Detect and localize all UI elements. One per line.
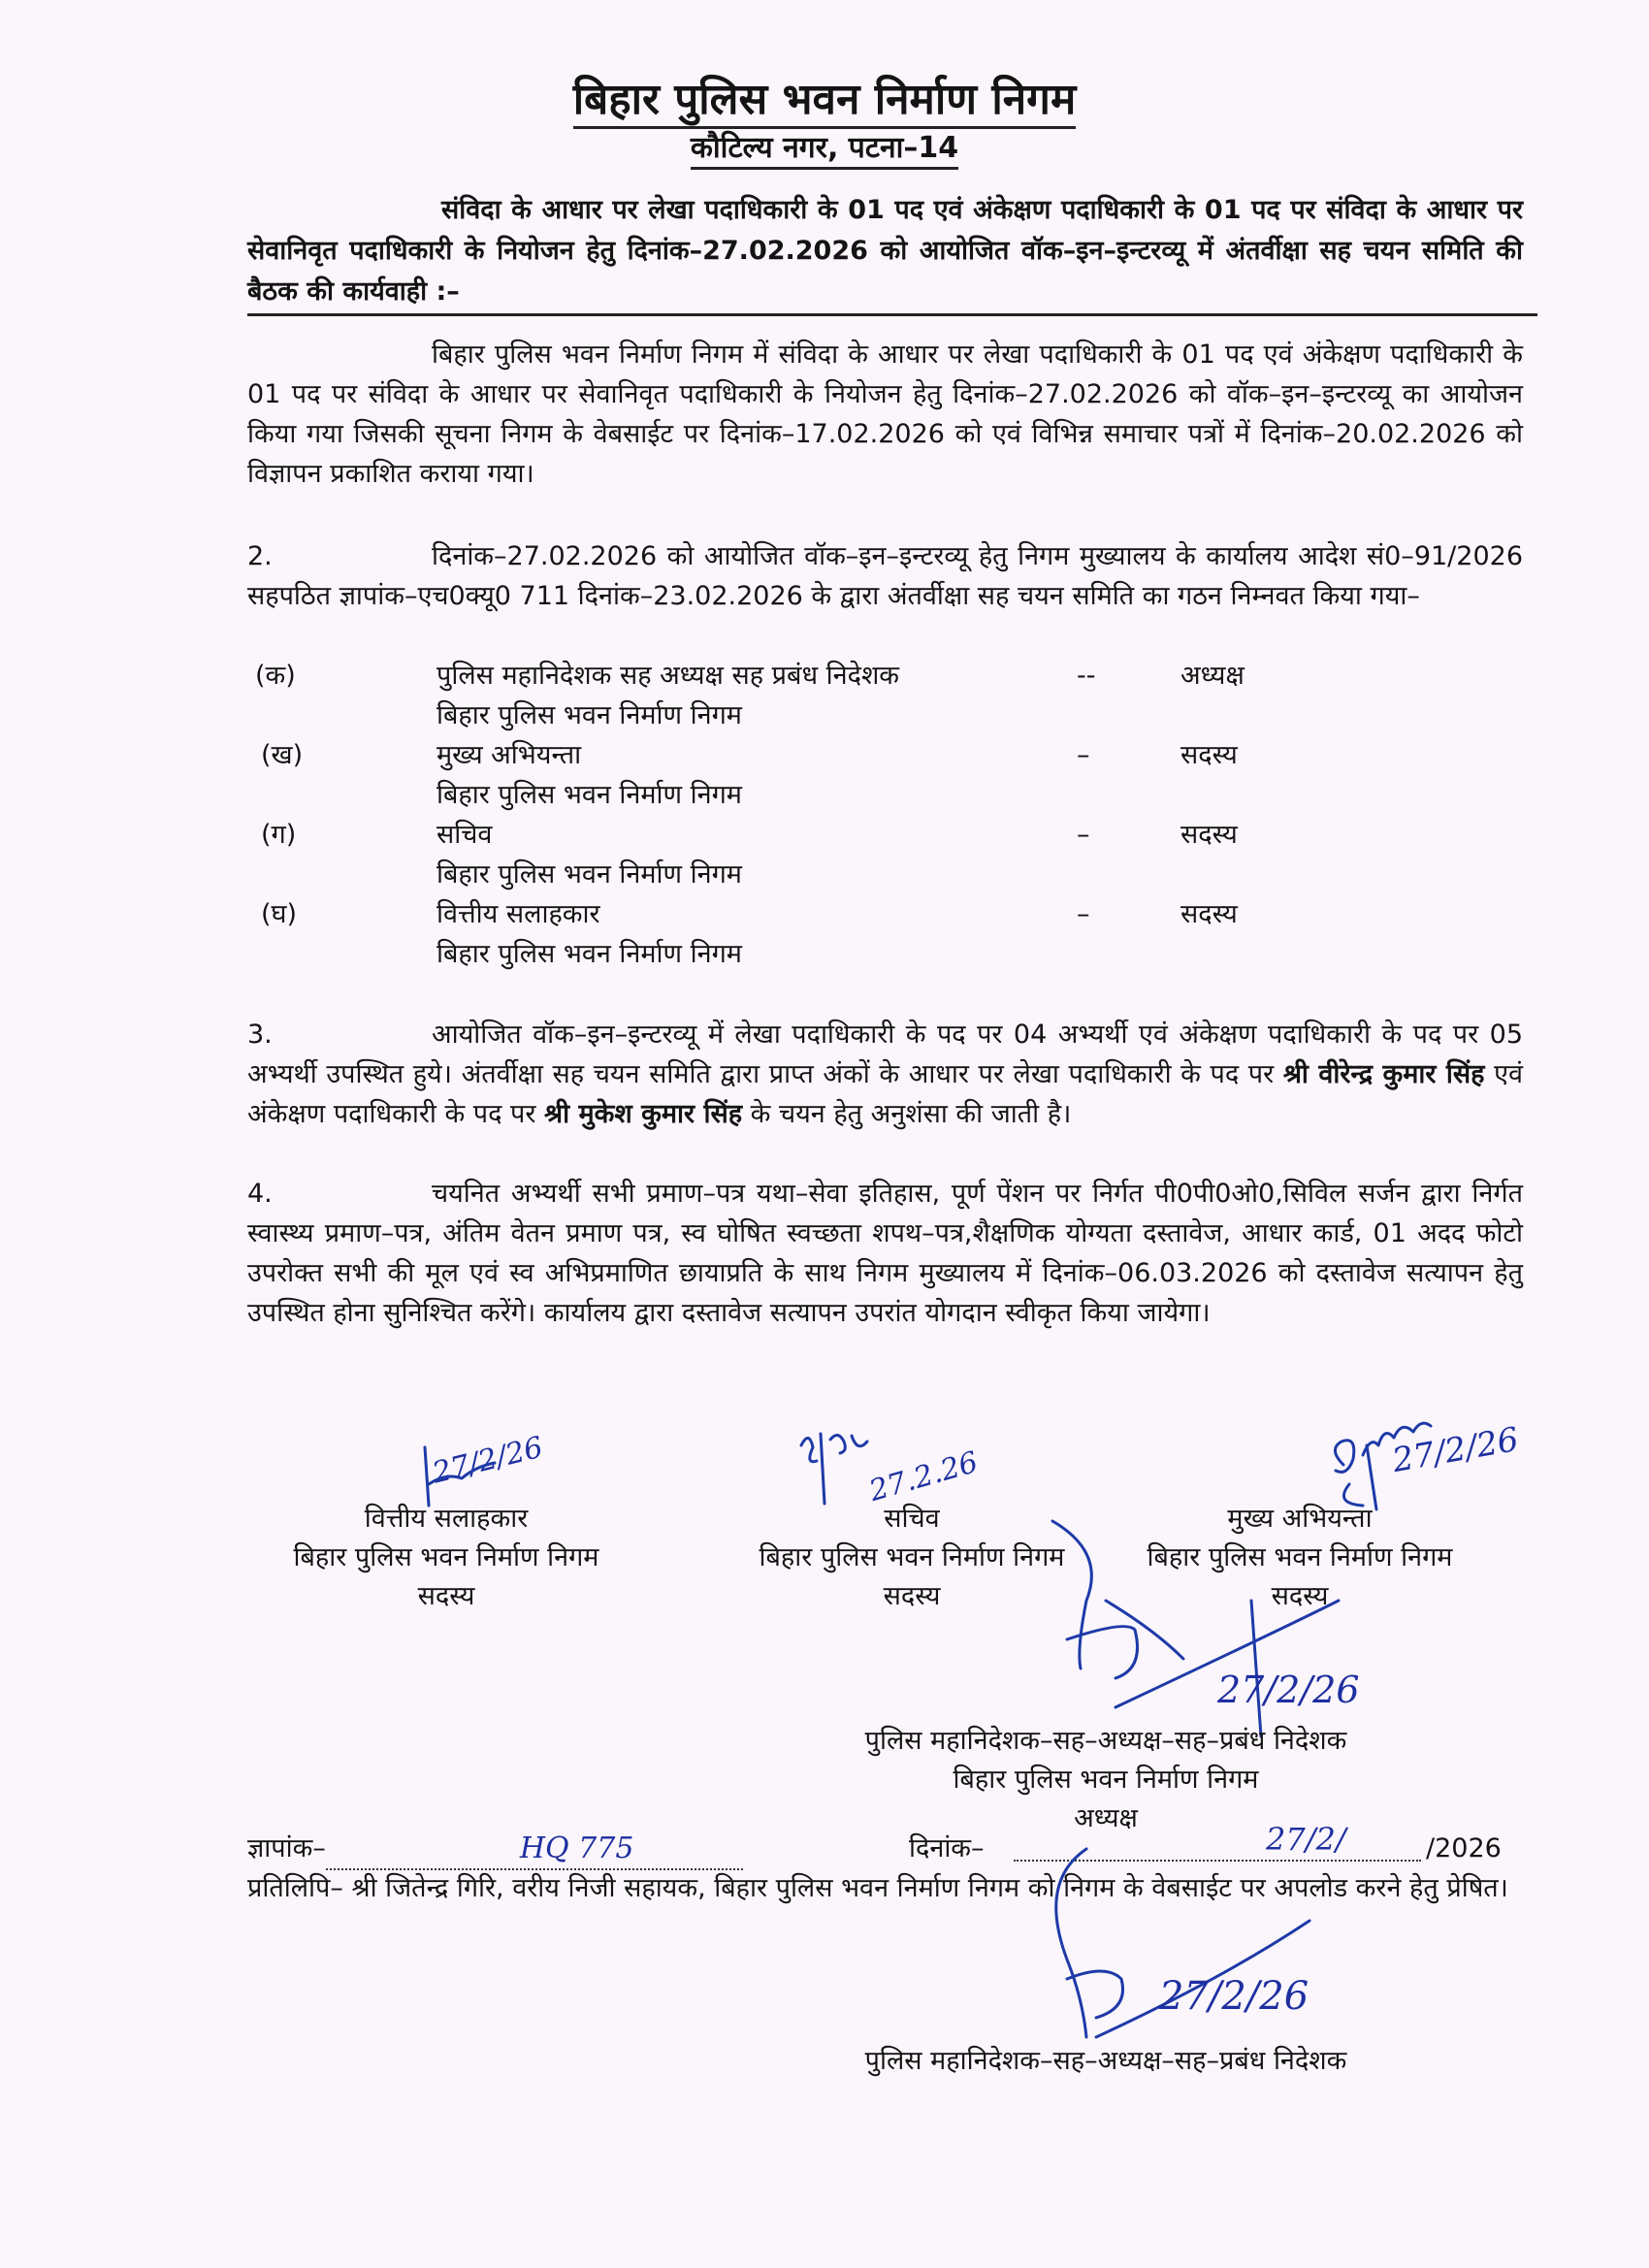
memo-date-label: दिनांक– [909,1833,985,1863]
signatory-secretary: सचिव बिहार पुलिस भवन निर्माण निगम सदस्य [759,1504,1065,1611]
memo-date-value: 27/2/ [1266,1821,1346,1858]
handwritten-date: 27.2.26 [865,1444,983,1509]
committee-member: (ग) सचिव बिहार पुलिस भवन निर्माण निगम – सदस्य [261,820,1238,890]
paragraph-3: 3. आयोजित वॉक–इन–इन्टरव्यू में लेखा पदाधिकारी के पद पर 04 अभ्यर्थी एवं अंकेक्षण पदाधिकारी के पद पर 05 अभ्यर्थी उपस्थित हुये। अंतर्वीक्षा सह चयन समिति द्वारा प्राप्त अंकों के आधार पर लेखा पदाधिकारी के पद पर श्री वीरेन्द्र कुमार सिंह एवं अंकेक्षण पदाधिकारी के पद पर श्री मुकेश कुमार सिंह के चयन हेतु अनुशंसा की जाती है। [247,1020,1524,1129]
committee-member: (ख) मुख्य अभियन्ता बिहार पुलिस भवन निर्माण निगम – सदस्य [261,740,1238,810]
selected-candidate-accounts: श्री वीरेन्द्र कुमार सिंह [1282,1059,1485,1089]
handwritten-date: 27/2/26 [1159,1974,1310,2019]
signature-secretary [795,1426,931,1513]
final-signatory: पुलिस महानिदेशक–सह–अध्यक्ष–सह–प्रबंध निदेशक [864,2046,1347,2076]
signatory-chief-engineer: मुख्य अभियन्ता बिहार पुलिस भवन निर्माण निगम सदस्य [1147,1504,1453,1611]
signatory-chairman: पुलिस महानिदेशक–सह–अध्यक्ष–सह–प्रबंध निदेशक बिहार पुलिस भवन निर्माण निगम अध्यक्ष [864,1726,1347,1833]
handwritten-date: 27/2/26 [1389,1419,1522,1481]
document-title: बिहार पुलिस भवन निर्माण निगम [0,68,1649,126]
subject-divider [247,313,1537,316]
paragraph-1: बिहार पुलिस भवन निर्माण निगम में संविदा के आधार पर लेखा पदाधिकारी के 01 पद एवं अंकेक्षण पदाधिकारी के 01 पद पर संविदा के आधार पर सेवानिवृत पदाधिकारी के नियोजन हेतु दिनांक–27.02.2026 को वॉक–इन–इन्टरव्यू का आयोजन किया गया जिसकी सूचना निगम के वेबसाईट पर दिनांक–17.02.2026 को एवं विभिन्न समाचार पत्रों में दिनांक–20.02.2026 को विज्ञापन प्रकाशित कराया गया। [247,340,1523,489]
subject-heading: संविदा के आधार पर लेखा पदाधिकारी के 01 पद एवं अंकेक्षण पदाधिकारी के 01 पद पर संविदा के आधार पर सेवानिवृत पदाधिकारी के नियोजन हेतु दिनांक–27.02.2026 को आयोजित वॉक–इन–इन्टरव्यू में अंतर्वीक्षा सह चयन समिति की बैठक की कार्यवाही :– [247,195,1523,307]
memo-number-label: ज्ञापांक– [247,1833,326,1863]
signature-final [1028,1843,1397,2057]
paragraph-4: 4. चयनित अभ्यर्थी सभी प्रमाण–पत्र यथा–सेवा इतिहास, पूर्ण पेंशन पर निर्गत पी0पी0ओ0,सिविल सर्जन द्वारा निर्गत स्वास्थ्य प्रमाण–पत्र, अंतिम वेतन प्रमाण पत्र, स्व घोषित स्वच्छता शपथ–पत्र,शैक्षणिक योग्यता दस्तावेज, आधार कार्ड, 01 अदद फोटो उपरोक्त सभी की मूल एवं स्व अभिप्रमाणित छायाप्रति के साथ निगम मुख्यालय में दिनांक–06.03.2026 को दस्तावेज सत्यापन हेतु उपस्थित होना सुनिश्चित करेंगे। कार्यालय द्वारा दस्तावेज सत्यापन उपरांत योगदान स्वीकृत किया जायेगा। [247,1179,1523,1328]
committee-member: (क) पुलिस महानिदेशक सह अध्यक्ष सह प्रबंध निदेशक बिहार पुलिस भवन निर्माण निगम -- अध्यक्ष [255,661,1245,730]
committee-member: (घ) वित्तीय सलाहकार बिहार पुलिस भवन निर्माण निगम – सदस्य [261,899,1238,969]
signatory-financial-advisor: वित्तीय सलाहकार बिहार पुलिस भवन निर्माण निगम सदस्य [293,1504,599,1611]
signature-financial-advisor [417,1445,534,1513]
copy-to-text: प्रतिलिपि– श्री जितेन्द्र गिरि, वरीय निजी सहायक, बिहार पुलिस भवन निर्माण निगम को निगम के वेबसाईट पर अपलोड करने हेतु प्रेषित। [247,1873,1508,1903]
handwritten-date: 27/2/26 [429,1430,547,1491]
memo-number-value: HQ 775 [519,1831,634,1865]
selected-candidate-audit: श्री मुकेश कुमार सिंह [543,1099,743,1129]
handwritten-date: 27/2/26 [1217,1669,1360,1711]
document-address: कौटिल्य नगर, पटना–14 [0,126,1649,166]
paragraph-2: 2. दिनांक–27.02.2026 को आयोजित वॉक–इन–इन्टरव्यू हेतु निगम मुख्यालय के कार्यालय आदेश सं0–91/2026 सहपठित ज्ञापांक–एच0क्यू0 711 दिनांक–23.02.2026 के द्वारा अंतर्वीक्षा सह चयन समिति का गठन निम्नवत किया गया– [247,541,1523,611]
memo-date-year: /2026 [1426,1833,1502,1863]
signature-chief-engineer [1324,1416,1460,1513]
